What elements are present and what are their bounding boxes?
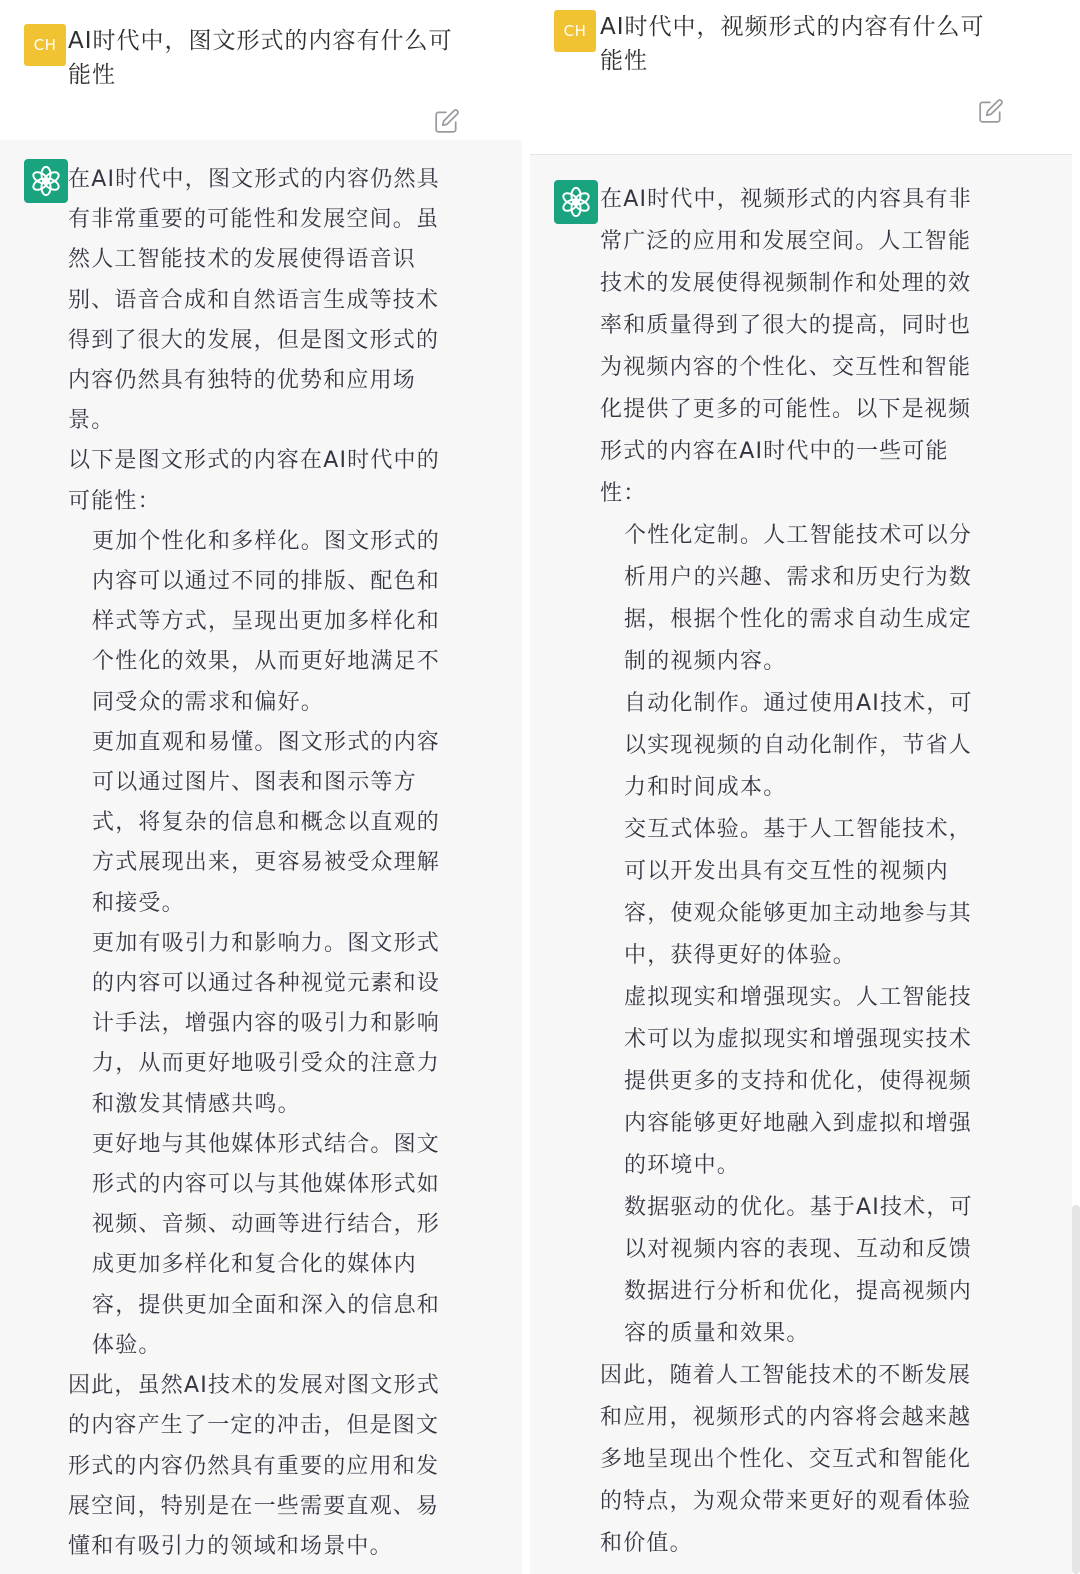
assistant-answer: [600, 179, 992, 1565]
user-avatar: CH: [24, 24, 66, 66]
answer-paragraph: 以下是图文形式的内容在AI时代中的可能性：: [68, 448, 440, 514]
user-message: [530, 0, 1072, 155]
chatgpt-logo-icon: [554, 180, 598, 224]
user-avatar: CH: [554, 10, 596, 52]
answer-list-item: 更加有吸引力和影响力。图文形式的内容可以通过各种视觉元素和设计手法，增强内容的吸引力和影响力，从而更好地吸引受众的注意力和激发其情感共鸣。: [92, 930, 441, 1117]
answer-list-item: 更好地与其他媒体形式结合。图文形式的内容可以与其他媒体形式如视频、音频、动画等进行结合，形成更加多样化和复合化的媒体内容，提供更加全面和深入的信息和体验。: [92, 1131, 441, 1358]
answer-list-item: 自动化制作。通过使用AI技术，可以实现视频的自动化制作，节省人力和时间成本。: [624, 691, 973, 800]
answer-list-item: 虚拟现实和增强现实。人工智能技术可以为虚拟现实和增强现实技术提供更多的支持和优化，使得视频内容能够更好地融入到虚拟和增强的环境中。: [624, 985, 973, 1178]
assistant-message: [0, 140, 522, 1574]
edit-icon[interactable]: [978, 98, 1004, 124]
user-message: [0, 0, 522, 140]
answer-list-item: 数据驱动的优化。基于AI技术，可以对视频内容的表现、互动和反馈数据进行分析和优化，提高视频内容的质量和效果。: [624, 1195, 973, 1346]
answer-list-item: 更加直观和易懂。图文形式的内容可以通过图片、图表和图示等方式，将复杂的信息和概念以直观的方式展现出来，更容易被受众理解和接受。: [92, 729, 441, 916]
edit-icon[interactable]: [434, 108, 460, 134]
scrollbar-thumb[interactable]: [1072, 1205, 1080, 1574]
user-question: AI时代中，视频形式的内容有什么可能性: [600, 14, 985, 74]
answer-paragraph: 因此，虽然AI技术的发展对图文形式的内容产生了一定的冲击，但是图文形式的内容仍然具有重要的应用和发展空间，特别是在一些需要直观、易懂和有吸引力的领域和场景中。: [68, 1373, 440, 1559]
assistant-answer: [68, 160, 448, 1567]
answer-list-item: 更加个性化和多样化。图文形式的内容可以通过不同的排版、配色和样式等方式，呈现出更加多样化和个性化的效果，从而更好地满足不同受众的需求和偏好。: [92, 528, 441, 715]
answer-list-item: 个性化定制。人工智能技术可以分析用户的兴趣、需求和历史行为数据，根据个性化的需求自动生成定制的视频内容。: [624, 523, 973, 674]
answer-paragraph: 因此，随着人工智能技术的不断发展和应用，视频形式的内容将会越来越多地呈现出个性化、交互式和智能化的特点，为观众带来更好的观看体验和价值。: [600, 1363, 972, 1556]
answer-paragraph: 在AI时代中，视频形式的内容具有非常广泛的应用和发展空间。人工智能技术的发展使得视频制作和处理的效率和质量得到了很大的提高，同时也为视频内容的个性化、交互性和智能化提供了更多的可能性。以下是视频形式的内容在AI时代中的一些可能性：: [600, 187, 972, 506]
answer-list-item: 交互式体验。基于人工智能技术，可以开发出具有交互性的视频内容，使观众能够更加主动地参与其中，获得更好的体验。: [624, 817, 973, 968]
assistant-message: [530, 155, 1072, 1574]
left-conversation-panel: [0, 0, 522, 1574]
chatgpt-logo-icon: [24, 159, 68, 203]
answer-paragraph: 在AI时代中，图文形式的内容仍然具有非常重要的可能性和发展空间。虽然人工智能技术的发展使得语音识别、语音合成和自然语言生成等技术得到了很大的发展，但是图文形式的内容仍然具有独特的优势和应用场景。: [68, 167, 440, 434]
user-question: AI时代中，图文形式的内容有什么可能性: [68, 28, 453, 88]
right-conversation-panel: [530, 0, 1072, 1574]
